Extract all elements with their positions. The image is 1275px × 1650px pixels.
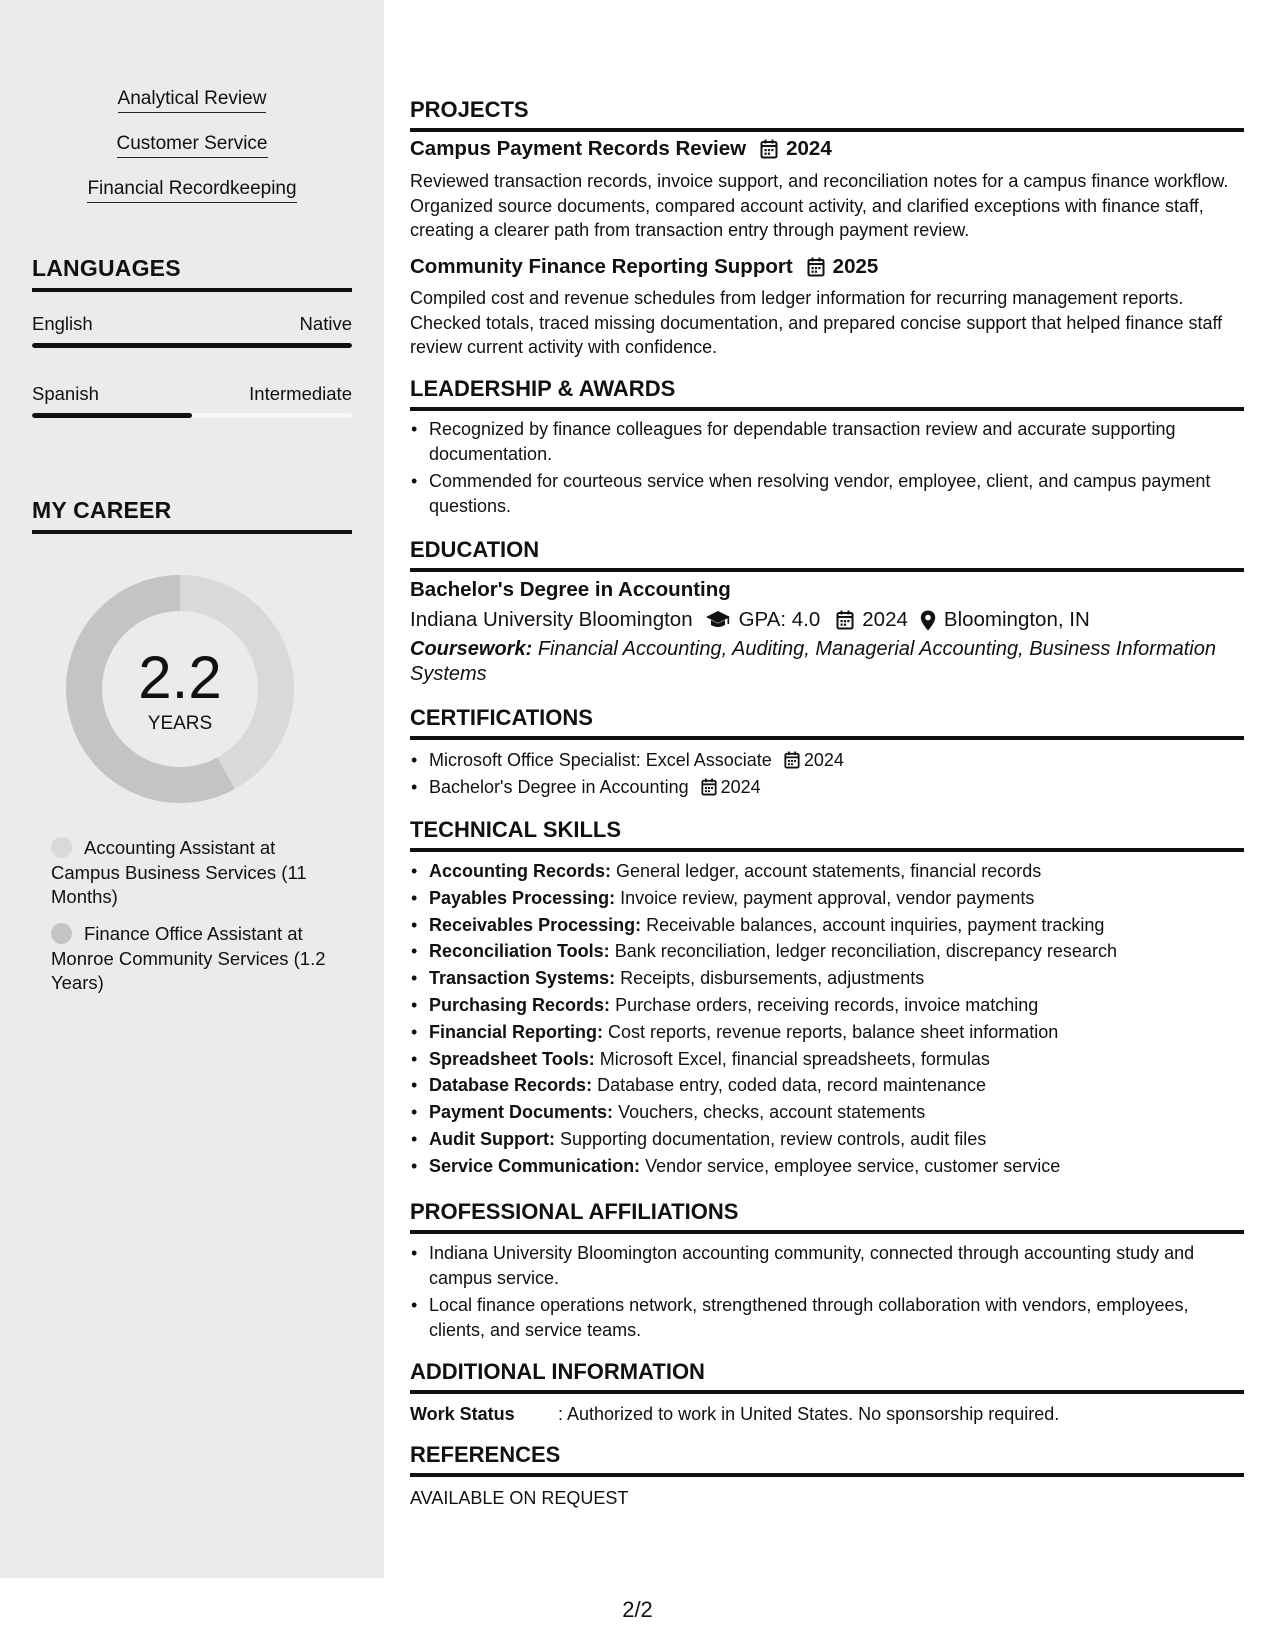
education-heading: EDUCATION: [410, 537, 1244, 572]
work-status-label: Work Status: [410, 1404, 515, 1424]
work-status-value: : Authorized to work in United States. No sponsorship required.: [558, 1404, 1060, 1424]
affiliations-list: [410, 1241, 1244, 1345]
leadership-heading: LEADERSHIP & AWARDS: [410, 376, 1244, 411]
calendar-icon: [807, 257, 825, 277]
list-item: • Microsoft Office Specialist: Excel Associate 2024: [410, 748, 1244, 773]
page-number: 2/2: [622, 1597, 653, 1622]
coursework-list: Financial Accounting, Auditing, Managerial Accounting, Business Information Systems: [410, 638, 1216, 685]
calendar-icon: [836, 610, 854, 630]
language-bar-fill: [32, 343, 352, 348]
calendar-icon: [760, 139, 778, 159]
project-title: Campus Payment Records Review 2024: [410, 137, 832, 160]
certifications-list: [410, 748, 1244, 799]
list-item: • Financial Reporting: Cost reports, revenue reports, balance sheet information: [410, 1020, 1244, 1045]
list-item: • Indiana University Bloomington accounting community, connected through accounting study and campus service.: [410, 1241, 1244, 1290]
technical-skills-list: [410, 859, 1244, 1181]
language-bar-fill: [32, 413, 192, 418]
list-item: • Commended for courteous service when resolving vendor, employee, client, and campus payment questions.: [410, 469, 1244, 518]
career-item: Finance Office Assistant at Monroe Community Services (1.2 Years): [51, 923, 326, 993]
technical-skills-heading: TECHNICAL SKILLS: [410, 817, 1244, 852]
affiliations-heading: PROFESSIONAL AFFILIATIONS: [410, 1199, 1244, 1234]
degree-title: Bachelor's Degree in Accounting: [410, 578, 731, 601]
skill-item: Analytical Review: [0, 88, 384, 113]
list-item: • Transaction Systems: Receipts, disbursements, adjustments: [410, 966, 1244, 991]
career-total-years: 2.2: [138, 644, 222, 711]
leadership-list: [410, 417, 1244, 521]
list-item: • Audit Support: Supporting documentation, review controls, audit files: [410, 1127, 1244, 1152]
work-status: [410, 1402, 1244, 1427]
language-bar: [32, 413, 352, 418]
additional-info-heading: ADDITIONAL INFORMATION: [410, 1359, 1244, 1394]
project-title: Community Finance Reporting Support 2025: [410, 255, 879, 278]
coursework-label: Coursework:: [410, 638, 533, 660]
skill-item: Customer Service: [0, 133, 384, 158]
legend-dot: [51, 837, 72, 858]
list-item: • Purchasing Records: Purchase orders, receiving records, invoice matching: [410, 993, 1244, 1018]
project-description: Reviewed transaction records, invoice support, and reconciliation notes for a campus finance workflow. Organized source documents, compared account activity, and clarified exceptions with finance staff, creating a clearer path from transaction entry through payment review.: [410, 171, 1229, 240]
location-pin-icon: [920, 610, 936, 631]
career-heading: MY CAREER: [32, 497, 352, 534]
graduation-cap-icon: [705, 610, 731, 630]
list-item: • Accounting Records: General ledger, account statements, financial records: [410, 859, 1244, 884]
list-item: • Receivables Processing: Receivable balances, account inquiries, payment tracking: [410, 913, 1244, 938]
main-content: [410, 0, 1244, 1578]
language-level: Intermediate: [249, 383, 352, 404]
language-name: Spanish: [32, 383, 99, 404]
gpa: GPA: 4.0: [738, 608, 821, 631]
list-item: • Payment Documents: Vouchers, checks, account statements: [410, 1100, 1244, 1125]
skill-item: Financial Recordkeeping: [0, 178, 384, 203]
language-bar: [32, 343, 352, 348]
references-text: AVAILABLE ON REQUEST: [410, 1488, 629, 1508]
sidebar: [0, 0, 384, 1578]
list-item: • Database Records: Database entry, coded data, record maintenance: [410, 1073, 1244, 1098]
languages-heading: LANGUAGES: [32, 255, 352, 292]
list-item: • Local finance operations network, strengthened through collaboration with vendors, employees, clients, and service teams.: [410, 1293, 1244, 1342]
list-item: • Recognized by finance colleagues for dependable transaction review and accurate supporting documentation.: [410, 417, 1244, 466]
projects-heading: PROJECTS: [410, 97, 1244, 132]
project-description: Compiled cost and revenue schedules from ledger information for recurring management reports. Checked totals, traced missing documentation, and prepared concise support that helped finance staff review current activity with confidence.: [410, 288, 1223, 357]
certifications-heading: CERTIFICATIONS: [410, 705, 1244, 740]
list-item: • Payables Processing: Invoice review, payment approval, vendor payments: [410, 886, 1244, 911]
references-heading: REFERENCES: [410, 1442, 1244, 1477]
list-item: • Spreadsheet Tools: Microsoft Excel, financial spreadsheets, formulas: [410, 1047, 1244, 1072]
graduation-year: 2024: [862, 608, 908, 631]
language-name: English: [32, 313, 93, 334]
calendar-icon: [784, 751, 800, 769]
school-location: Bloomington, IN: [943, 608, 1090, 631]
career-item: Accounting Assistant at Campus Business Services (11 Months): [51, 837, 307, 907]
list-item: • Bachelor's Degree in Accounting 2024: [410, 775, 1244, 800]
coursework: [410, 637, 1244, 686]
career-years-label: YEARS: [147, 713, 213, 734]
language-row: [32, 313, 352, 335]
list-item: • Reconciliation Tools: Bank reconciliation, ledger reconciliation, discrepancy research: [410, 939, 1244, 964]
language-row: [32, 383, 352, 405]
language-level: Native: [299, 313, 352, 334]
school-name: Indiana University Bloomington: [410, 608, 693, 631]
legend-dot: [51, 923, 72, 944]
list-item: • Service Communication: Vendor service, employee service, customer service: [410, 1154, 1244, 1179]
education-details: [410, 608, 1090, 632]
calendar-icon: [701, 778, 717, 796]
